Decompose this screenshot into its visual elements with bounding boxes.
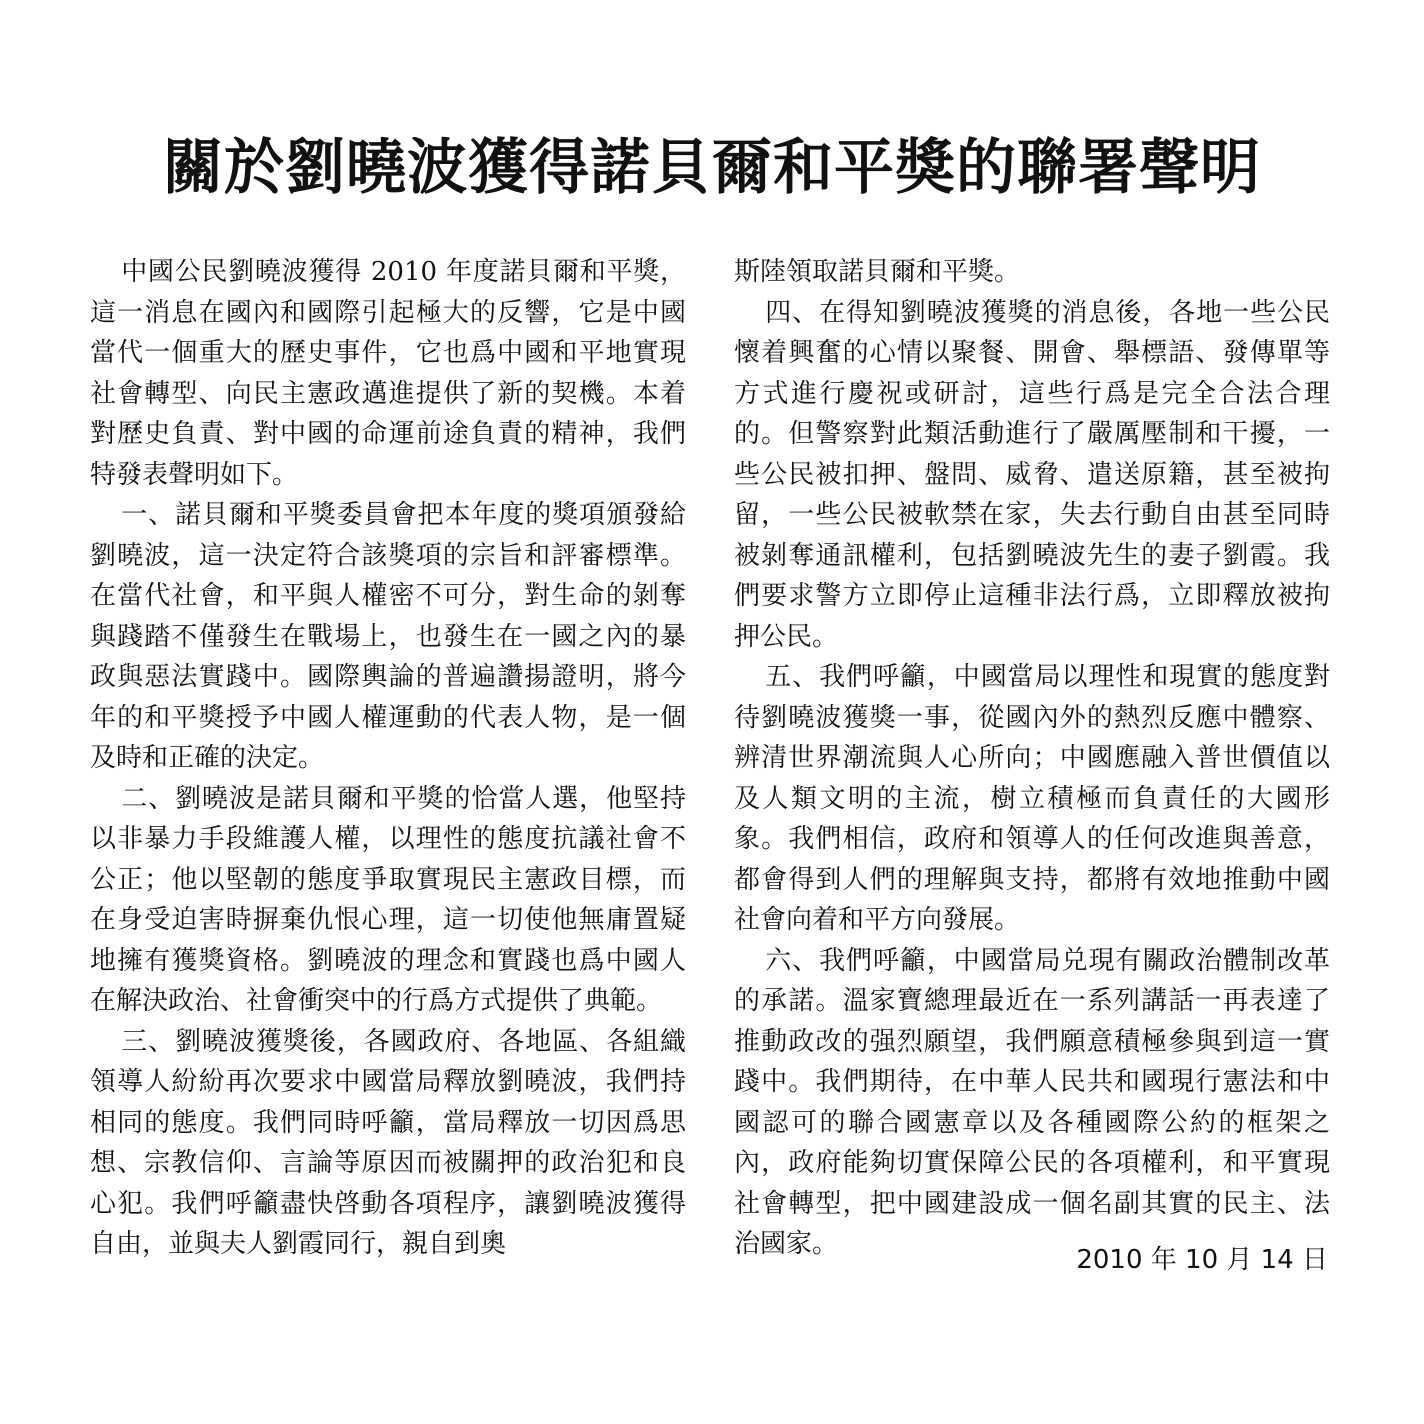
paragraph-point-3-continued: 斯陸領取諾貝爾和平獎。 <box>734 257 1021 287</box>
paragraph-point-6: 六、我們呼籲，中國當局兑現有關政治體制改革的承諾。溫家寶總理最近在一系列講話一再表達了推動政改的强烈願望，我們願意積極參與到這一實踐中。我們期待，在中華人民共和國現行憲法和中國認可的聯合國憲章以及各種國際公約的框架之內，政府能夠切實保障公民的各項權利，和平實現社會轉型，把中國建設成一個名副其實的民主、法治國家。 <box>734 945 1330 1259</box>
paragraph-point-3: 三、劉曉波獲獎後，各國政府、各地區、各組織領導人紛紛再次要求中國當局釋放劉曉波，我們持相同的態度。我們同時呼籲，當局釋放一切因爲思想、宗教信仰、言論等原因而被關押的政治犯和良心犯。我們呼籲盡快啓動各項程序，讓劉曉波獲得自由，並與夫人劉霞同行，親自到奧 <box>90 1026 686 1259</box>
paragraph-intro: 中國公民劉曉波獲得 2010 年度諾貝爾和平獎，這一消息在國內和國際引起極大的反響，它是中國當代一個重大的歷史事件，它也爲中國和平地實現社會轉型、向民主憲政邁進提供了新的契機。本着對歷史負責、對中國的命運前途負責的精神，我們特發表聲明如下。 <box>90 257 686 490</box>
right-column <box>734 252 1330 1265</box>
paragraph-point-5: 五、我們呼籲，中國當局以理性和現實的態度對待劉曉波獲獎一事，從國內外的熱烈反應中體察、辨清世界潮流與人心所向；中國應融入普世價值以及人類文明的主流，樹立積極而負責任的大國形象。我們相信，政府和領導人的任何改進與善意，都會得到人們的理解與支持，都將有效地推動中國社會向着和平方向發展。 <box>734 662 1330 935</box>
statement-date: 2010 年 10 月 14 日 <box>1076 1245 1328 1275</box>
left-column <box>90 252 686 1265</box>
paragraph-point-1: 一、諾貝爾和平獎委員會把本年度的獎項頒發給劉曉波，這一決定符合該獎項的宗旨和評審標準。在當代社會，和平與人權密不可分，對生命的剝奪與踐踏不僅發生在戰場上，也發生在一國之內的暴政與惡法實踐中。國際輿論的普遍讚揚證明，將今年的和平獎授予中國人權運動的代表人物，是一個及時和正確的決定。 <box>90 500 686 773</box>
paragraph-point-4: 四、在得知劉曉波獲獎的消息後，各地一些公民懷着興奮的心情以聚餐、開會、舉標語、發傳單等方式進行慶祝或研討，這些行爲是完全合法合理的。但警察對此類活動進行了嚴厲壓制和干擾，一些公民被扣押、盤問、威脅、遣送原籍，甚至被拘留，一些公民被軟禁在家，失去行動自由甚至同時被剝奪通訊權利，包括劉曉波先生的妻子劉霞。我們要求警方立即停止這種非法行爲，立即釋放被拘押公民。 <box>734 297 1330 652</box>
document-title: 關於劉曉波獲得諾貝爾和平獎的聯署聲明 <box>163 133 1261 203</box>
paragraph-point-2: 二、劉曉波是諾貝爾和平獎的恰當人選，他堅持以非暴力手段維護人權，以理性的態度抗議社會不公正；他以堅韌的態度爭取實現民主憲政目標，而在身受迫害時摒棄仇恨心理，這一切使他無庸置疑地擁有獲獎資格。劉曉波的理念和實踐也爲中國人在解決政治、社會衝突中的行爲方式提供了典範。 <box>90 783 686 1016</box>
